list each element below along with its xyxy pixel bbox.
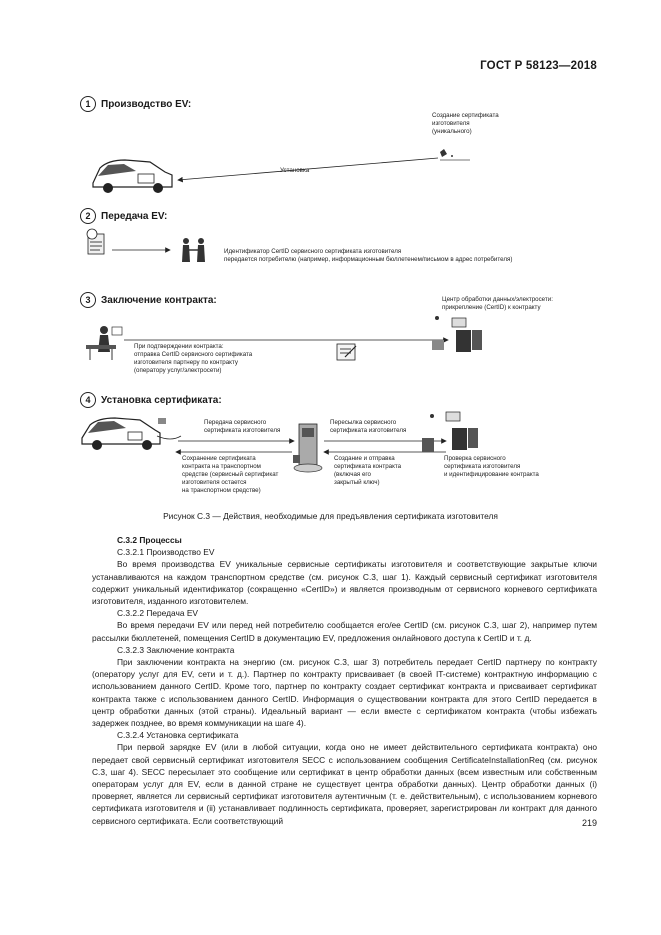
section-heading: C.3.2 Процессы [117,535,182,545]
figure-caption: Рисунок C.3 — Действия, необходимые для предъявления сертификата изготовителя [163,511,498,521]
subsection-heading: C.3.2.3 Заключение контракта [117,644,235,655]
car-charging-icon [82,418,181,450]
step-number: 2 [80,208,96,224]
people-handshake-icon [182,238,205,262]
label-data-center: Центр обработки данных/электросети: прикрепление (CertID) к контракту [442,296,553,311]
label-check-cert: Проверка сервисного сертификата изготовителя и идентифицирование контракта [444,455,539,478]
step-title: Заключение контракта: [101,294,217,306]
document-id: ГОСТ Р 58123—2018 [480,60,597,72]
body-text [92,534,597,827]
page-number: 219 [581,818,597,828]
step-number: 3 [80,292,96,308]
paragraph: Во время производства EV уникальные сервисные сертификаты изготовителя и соответствующие закрытые ключи устанавливаются на каждом транспортном средстве (см. рисунок C.3, шаг 1). Каждый сервисный сертификат изготовителя содержит уникальный идентификатор (сокращенно «CertID») и является производным от сервисного корневого сертификата изготовителя, изданного изготовителем. [92,559,597,607]
label-forward-cert: Пересылка сервисного сертификата изготовителя [330,419,407,434]
label-save-cert: Сохранение сертификата контракта на транспортном средстве (сервисный сертификат изготовителя остается на транспортном средстве) [182,455,279,494]
data-center-server-icon-2 [430,412,478,450]
step-3-heading [80,292,217,308]
step-title: Установка сертификата: [101,394,222,406]
paragraph: Во время передачи EV или перед ней потребителю сообщается его/ее CertID (см. рисунок C.3, шаг 2), например путем рассылки бюллетеней, помещения CertID в документацию EV, предложения онлайнового доступа к CertID и т. д. [92,620,597,643]
step-2-heading [80,208,167,224]
subsection-heading: C.3.2.4 Установка сертификата [117,730,239,741]
certificate-icon [158,418,166,424]
step-title: Производство EV: [101,98,192,110]
car-icon [93,160,172,193]
label-create-certificate: Создание сертификата изготовителя (уникального) [432,112,499,135]
step-number: 1 [80,96,96,112]
label-transfer-cert: Передача сервисного сертификата изготовителя [204,419,281,434]
label-certid-transfer: Идентификатор CertID сервисного сертификата изготовителя передается потребителю (например, информационным бюллетенем/письмом в адрес потребителя) [224,248,513,263]
label-contract-confirm: При подтверждении контракта: отправка CertID сервисного сертификата изготовителя партнеру по контракту (оператору услуг/электросети) [134,343,253,374]
contract-document-icon [337,344,356,360]
label-install: Установка [280,167,310,174]
step-1-heading [80,96,191,112]
data-center-server-icon [432,316,482,352]
paragraph: При заключении контракта на энергию (см. рисунок C.3, шаг 3) потребитель передает CertID партнеру по контракту (оператору услуг для EV, сети и т. д.). Партнер по контракту присваивает (в своей IT-системе) контрактную информацию с использованием данного CertID. Кроме того, партнер по контракту создает сертификат контракта и присваивает сертификат контракта также с использованием данного CertID. Информация о существовании контракта для этого CertID передается в центр обработки данных (этой страны). Идеальный вариант — если вместе с сертификатом контракта (чтобы избежать задержек позднее, во время коммуникации на шаге 4). [92,657,597,729]
step-title: Передача EV: [101,210,168,222]
paragraph: При первой зарядке EV (или в любой ситуации, когда оно не имеет действительного сертификата контракта) оно передает свой сервисный сертификат изготовителя SECC с использованием сообщения CertificateInstallationReq (см. рисунок C.3, шаг 4). SECC пересылает это сообщение или сертификат в центр обработки данных (всем известным или собственным операторам услуг для EV, если в данной стране не существует центра обработки данных). Центр обработки данных (i) проверяет, является ли сервисный сертификат изготовителя аутентичным (т. е. действительным), с использованием корневого сертификата изготовителя и (ii) устанавливает подлинность сертификата, проверяет, зарегистрирован ли контракт для данного сервисного сертификата. Если соответствующий [92,742,597,826]
subsection-heading: C.3.2.1 Производство EV [117,547,215,558]
customer-desk-icon [86,326,122,360]
contract-cert-icon [422,438,434,452]
charging-station-icon [293,424,322,472]
step-number: 4 [80,392,96,408]
subsection-heading: C.3.2.2 Передача EV [117,608,199,619]
step-4-heading [80,392,222,408]
certificate-creation-icon [440,149,470,160]
label-create-send: Создание и отправка сертификата контракта (включая его закрытый ключ) [334,455,402,486]
bulletin-icon [87,229,104,254]
